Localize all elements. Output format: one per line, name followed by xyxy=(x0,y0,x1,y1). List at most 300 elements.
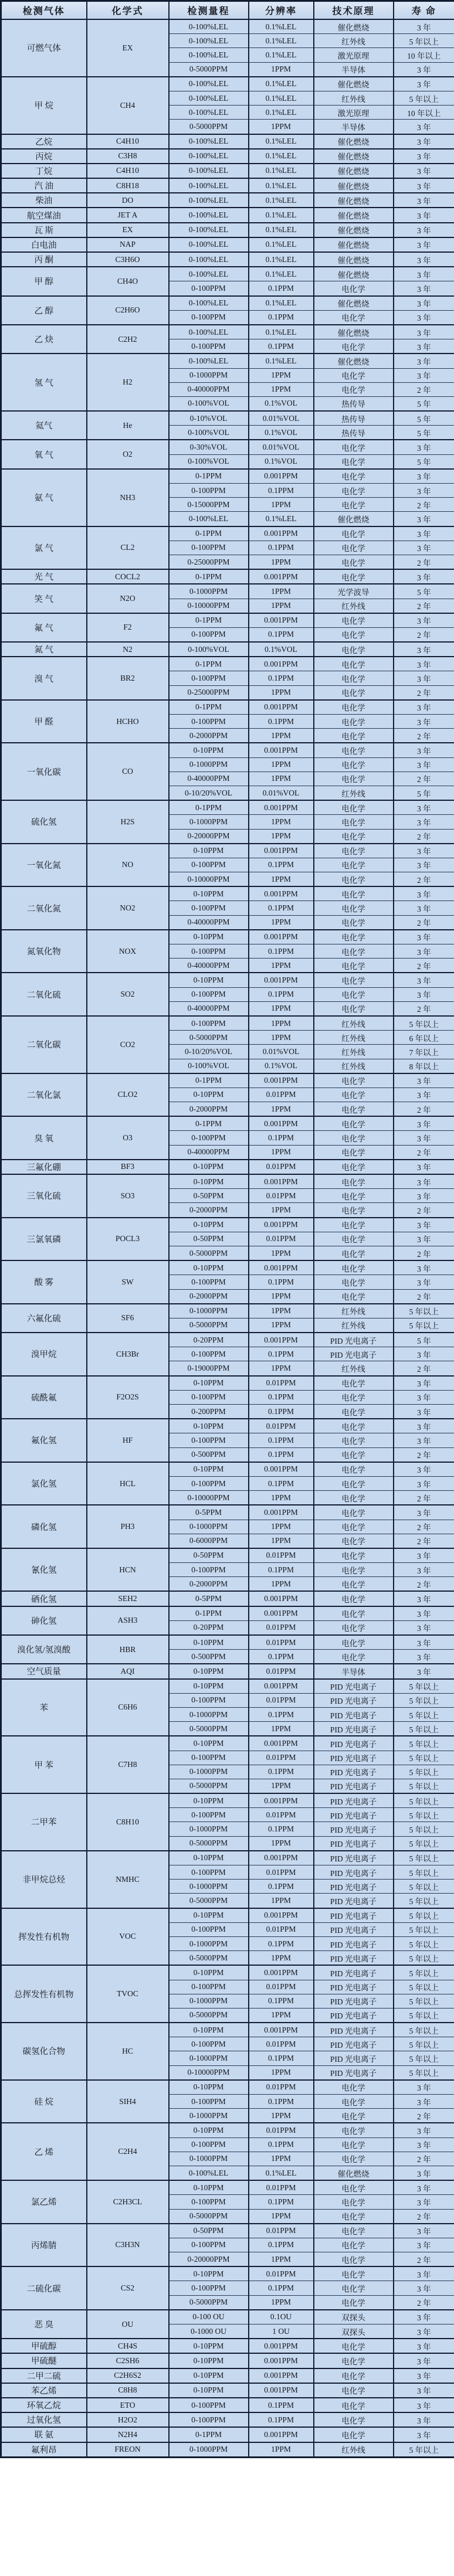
principle-cell: 电化学 xyxy=(314,772,394,786)
column-header: 技术原理 xyxy=(314,1,394,20)
gas-name-cell: 甲 醇 xyxy=(1,267,87,295)
range-cell: 0-100PPM xyxy=(169,1563,249,1577)
formula-cell: VOC xyxy=(87,1908,169,1966)
resolution-cell: 1PPM xyxy=(249,1534,314,1548)
resolution-cell: 1PPM xyxy=(249,1203,314,1218)
gas-name-cell: 氟化氢 xyxy=(1,1419,87,1462)
principle-cell: PID 光电离子 xyxy=(314,1951,394,1966)
principle-cell: 电化学 xyxy=(314,872,394,887)
life-cell: 3 年 xyxy=(394,469,454,484)
life-cell: 2 年 xyxy=(394,829,454,844)
range-cell: 0-50PPM xyxy=(169,1232,249,1246)
principle-cell: 电化学 xyxy=(314,454,394,469)
principle-cell: 催化燃烧 xyxy=(314,237,394,252)
principle-cell: 电化学 xyxy=(314,700,394,715)
principle-cell: 催化燃烧 xyxy=(314,325,394,339)
gas-name-cell: 氨 气 xyxy=(1,469,87,526)
range-cell: 0-1000PPM xyxy=(169,1880,249,1894)
range-cell: 0-10PPM xyxy=(169,1679,249,1694)
life-cell: 2 年 xyxy=(394,1203,454,1218)
gas-group-row xyxy=(1,296,454,311)
life-cell: 3 年 xyxy=(394,901,454,915)
principle-cell: 电化学 xyxy=(314,2427,394,2442)
resolution-cell: 0.01%VOL xyxy=(249,1045,314,1059)
principle-cell: 电化学 xyxy=(314,1433,394,1447)
range-cell: 0-30%VOL xyxy=(169,440,249,454)
life-cell: 3 年 xyxy=(394,844,454,858)
table-header xyxy=(1,1,454,20)
principle-cell: 双探头 xyxy=(314,2310,394,2324)
resolution-cell: 0.1OU xyxy=(249,2310,314,2324)
life-cell: 5 年以上 xyxy=(394,1693,454,1707)
resolution-cell: 0.01PPM xyxy=(249,2266,314,2281)
range-cell: 0-5000PPM xyxy=(169,1951,249,1966)
life-cell: 3 年 xyxy=(394,2195,454,2209)
gas-name-cell: 氢 气 xyxy=(1,354,87,411)
life-cell: 2 年 xyxy=(394,1289,454,1304)
principle-cell: 电化学 xyxy=(314,1088,394,1102)
resolution-cell: 0.01PPM xyxy=(249,2037,314,2051)
range-cell: 0-10%VOL xyxy=(169,411,249,426)
principle-cell: 电化学 xyxy=(314,1145,394,1160)
principle-cell: 催化燃烧 xyxy=(314,354,394,368)
principle-cell: PID 光电离子 xyxy=(314,2023,394,2037)
resolution-cell: 0.1PPM xyxy=(249,1822,314,1836)
principle-cell: 电化学 xyxy=(314,1246,394,1260)
formula-cell: NAP xyxy=(87,237,169,252)
gas-group-row xyxy=(1,886,454,901)
formula-cell: H2O2 xyxy=(87,2412,169,2427)
formula-cell: EX xyxy=(87,223,169,237)
resolution-cell: 0.1%LEL xyxy=(249,193,314,208)
gas-group-row xyxy=(1,2368,454,2383)
resolution-cell: 0.001PPM xyxy=(249,1908,314,1923)
principle-cell: 催化燃烧 xyxy=(314,164,394,178)
formula-cell: C2H4 xyxy=(87,2123,169,2180)
life-cell: 5 年以上 xyxy=(394,1951,454,1966)
life-cell: 2 年 xyxy=(394,1361,454,1376)
range-cell: 0-100PPM xyxy=(169,1751,249,1765)
resolution-cell: 0.1%LEL xyxy=(249,34,314,48)
life-cell: 3 年 xyxy=(394,310,454,325)
formula-cell: AQI xyxy=(87,1664,169,1678)
range-cell: 0-100PPM xyxy=(169,1131,249,1145)
principle-cell: 电化学 xyxy=(314,569,394,584)
range-cell: 0-100PPM xyxy=(169,1390,249,1404)
life-cell: 3 年 xyxy=(394,281,454,296)
formula-cell: C6H6 xyxy=(87,1679,169,1736)
resolution-cell: 0.1%LEL xyxy=(249,48,314,62)
gas-group-row xyxy=(1,134,454,149)
resolution-cell: 0.01PPM xyxy=(249,1189,314,1203)
life-cell: 5 年以上 xyxy=(394,1304,454,1318)
range-cell: 0-5PPM xyxy=(169,1505,249,1520)
formula-cell: DO xyxy=(87,193,169,208)
resolution-cell: 0.1PPM xyxy=(249,901,314,915)
resolution-cell: 0.01%VOL xyxy=(249,411,314,426)
life-cell: 2 年 xyxy=(394,1102,454,1117)
gas-name-cell: 硅 烷 xyxy=(1,2080,87,2123)
range-cell: 0-100PPM xyxy=(169,2195,249,2209)
life-cell: 3 年 xyxy=(394,642,454,657)
gas-name-cell: 丁烷 xyxy=(1,164,87,178)
life-cell: 3 年 xyxy=(394,1174,454,1189)
life-cell: 5 年以上 xyxy=(394,1707,454,1721)
range-cell: 0-1PPM xyxy=(169,1073,249,1088)
gas-group-row xyxy=(1,1116,454,1131)
range-cell: 0-100%LEL xyxy=(169,237,249,252)
resolution-cell: 0.1PPM xyxy=(249,1476,314,1490)
gas-group-row xyxy=(1,1679,454,1694)
life-cell: 2 年 xyxy=(394,915,454,930)
life-cell: 3 年 xyxy=(394,613,454,628)
range-cell: 0-1000PPM xyxy=(169,815,249,829)
gas-group-row xyxy=(1,178,454,193)
life-cell: 5 年以上 xyxy=(394,1016,454,1031)
resolution-cell: 1PPM xyxy=(249,1577,314,1592)
column-header: 寿 命 xyxy=(394,1,454,20)
life-cell: 5 年以上 xyxy=(394,1779,454,1793)
range-cell: 0-1PPM xyxy=(169,800,249,815)
life-cell: 2 年 xyxy=(394,1534,454,1548)
life-cell: 5 年 xyxy=(394,1333,454,1347)
resolution-cell: 1PPM xyxy=(249,368,314,382)
principle-cell: 催化燃烧 xyxy=(314,208,394,222)
gas-name-cell: 甲 醛 xyxy=(1,700,87,743)
life-cell: 7 年以上 xyxy=(394,1045,454,1059)
principle-cell: 电化学 xyxy=(314,310,394,325)
principle-cell: 电化学 xyxy=(314,1563,394,1577)
range-cell: 0-25000PPM xyxy=(169,685,249,700)
range-cell: 0-5000PPM xyxy=(169,1318,249,1333)
principle-cell: 热传导 xyxy=(314,396,394,411)
life-cell: 3 年 xyxy=(394,2427,454,2442)
life-cell: 3 年 xyxy=(394,1650,454,1664)
range-cell: 0-100%VOL xyxy=(169,426,249,440)
gas-group-row xyxy=(1,2442,454,2458)
gas-name-cell: 甲硫醚 xyxy=(1,2353,87,2368)
life-cell: 3 年 xyxy=(394,944,454,959)
formula-cell: N2O xyxy=(87,584,169,613)
formula-cell: C3H3N xyxy=(87,2224,169,2267)
range-cell: 0-40000PPM xyxy=(169,382,249,396)
gas-name-cell: 苯乙烯 xyxy=(1,2383,87,2398)
range-cell: 0-100PPM xyxy=(169,901,249,915)
resolution-cell: 0.1PPM xyxy=(249,1131,314,1145)
principle-cell: 电化学 xyxy=(314,757,394,772)
principle-cell: 电化学 xyxy=(314,526,394,541)
formula-cell: OU xyxy=(87,2310,169,2339)
resolution-cell: 1PPM xyxy=(249,2065,314,2080)
resolution-cell: 0.1PPM xyxy=(249,2137,314,2152)
formula-cell: O2 xyxy=(87,440,169,468)
life-cell: 3 年 xyxy=(394,1405,454,1419)
life-cell: 3 年 xyxy=(394,700,454,715)
principle-cell: 电化学 xyxy=(314,844,394,858)
formula-cell: SEH2 xyxy=(87,1591,169,1606)
resolution-cell: 0.1%LEL xyxy=(249,223,314,237)
resolution-cell: 1PPM xyxy=(249,2442,314,2458)
principle-cell: 电化学 xyxy=(314,1534,394,1548)
life-cell: 3 年 xyxy=(394,2324,454,2339)
formula-cell: SW xyxy=(87,1260,169,1304)
gas-name-cell: 二甲苯 xyxy=(1,1793,87,1851)
principle-cell: 电化学 xyxy=(314,657,394,671)
principle-cell: 催化燃烧 xyxy=(314,193,394,208)
gas-name-cell: 乙 炔 xyxy=(1,325,87,354)
formula-cell: F2 xyxy=(87,613,169,642)
formula-cell: C4H10 xyxy=(87,134,169,149)
principle-cell: 电化学 xyxy=(314,1131,394,1145)
range-cell: 0-40000PPM xyxy=(169,915,249,930)
life-cell: 3 年 xyxy=(394,2123,454,2137)
life-cell: 3 年 xyxy=(394,858,454,872)
gas-group-row xyxy=(1,252,454,267)
range-cell: 0-200PPM xyxy=(169,1405,249,1419)
resolution-cell: 1PPM xyxy=(249,62,314,77)
principle-cell: 电化学 xyxy=(314,1174,394,1189)
resolution-cell: 0.001PPM xyxy=(249,1073,314,1088)
resolution-cell: 0.001PPM xyxy=(249,1965,314,1980)
resolution-cell: 0.1PPM xyxy=(249,1650,314,1664)
gas-name-cell: 氟利昂 xyxy=(1,2442,87,2458)
resolution-cell: 1PPM xyxy=(249,1722,314,1736)
range-cell: 0-500PPM xyxy=(169,1447,249,1462)
principle-cell: 电化学 xyxy=(314,2412,394,2427)
resolution-cell: 0.001PPM xyxy=(249,973,314,987)
gas-name-cell: 氟 气 xyxy=(1,613,87,642)
gas-group-row xyxy=(1,223,454,237)
principle-cell: 热传导 xyxy=(314,426,394,440)
gas-group-row xyxy=(1,800,454,815)
life-cell: 3 年 xyxy=(394,2080,454,2095)
formula-cell: He xyxy=(87,411,169,440)
resolution-cell: 0.1%LEL xyxy=(249,178,314,193)
range-cell: 0-100%LEL xyxy=(169,34,249,48)
formula-cell: C3H8 xyxy=(87,149,169,164)
life-cell: 3 年 xyxy=(394,1390,454,1404)
range-cell: 0-20PPM xyxy=(169,1333,249,1347)
range-cell: 0-100PPM xyxy=(169,1275,249,1289)
resolution-cell: 0.1%LEL xyxy=(249,91,314,105)
gas-group-row xyxy=(1,2353,454,2368)
gas-group-row xyxy=(1,1965,454,1980)
formula-cell: NO xyxy=(87,844,169,887)
range-cell: 0-10PPM xyxy=(169,2383,249,2398)
principle-cell: 电化学 xyxy=(314,555,394,569)
principle-cell: 电化学 xyxy=(314,743,394,757)
principle-cell: PID 光电离子 xyxy=(314,1922,394,1936)
life-cell: 3 年 xyxy=(394,237,454,252)
range-cell: 0-1000PPM xyxy=(169,2109,249,2123)
resolution-cell: 0.1%LEL xyxy=(249,77,314,91)
principle-cell: 电化学 xyxy=(314,1116,394,1131)
range-cell: 0-1000PPM xyxy=(169,2051,249,2065)
gas-name-cell: 丙 酮 xyxy=(1,252,87,267)
gas-name-cell: 丙烷 xyxy=(1,149,87,164)
principle-cell: 电化学 xyxy=(314,1102,394,1117)
range-cell: 0-100%LEL xyxy=(169,193,249,208)
gas-name-cell: 乙 烯 xyxy=(1,2123,87,2180)
life-cell: 3 年 xyxy=(394,973,454,987)
life-cell: 3 年 xyxy=(394,1131,454,1145)
gas-name-cell: 硫酰氟 xyxy=(1,1376,87,1419)
formula-cell: NMHC xyxy=(87,1851,169,1908)
gas-group-row xyxy=(1,1304,454,1318)
formula-cell: C3H6O xyxy=(87,252,169,267)
range-cell: 0-5000PPM xyxy=(169,2295,249,2310)
range-cell: 0-100%LEL xyxy=(169,178,249,193)
range-cell: 0-100PPM xyxy=(169,1433,249,1447)
range-cell: 0-1PPM xyxy=(169,569,249,584)
gas-name-cell: 恶 臭 xyxy=(1,2310,87,2339)
life-cell: 5 年 xyxy=(394,411,454,426)
resolution-cell: 0.01PPM xyxy=(249,1664,314,1678)
life-cell: 5 年以上 xyxy=(394,2051,454,2065)
gas-name-cell: 氯 气 xyxy=(1,526,87,570)
resolution-cell: 0.01PPM xyxy=(249,1693,314,1707)
gas-name-cell: 二氧化硫 xyxy=(1,973,87,1016)
gas-group-row xyxy=(1,411,454,426)
life-cell: 3 年 xyxy=(394,1116,454,1131)
principle-cell: 红外线 xyxy=(314,1016,394,1031)
formula-cell: C2SH6 xyxy=(87,2353,169,2368)
life-cell: 3 年 xyxy=(394,1347,454,1361)
principle-cell: 红外线 xyxy=(314,2442,394,2458)
range-cell: 0-5000PPM xyxy=(169,62,249,77)
principle-cell: 红外线 xyxy=(314,1318,394,1333)
principle-cell: 电化学 xyxy=(314,2238,394,2252)
principle-cell: 红外线 xyxy=(314,34,394,48)
range-cell: 0-100PPM xyxy=(169,944,249,959)
life-cell: 5 年以上 xyxy=(394,1894,454,1908)
formula-cell: TVOC xyxy=(87,1965,169,2023)
life-cell: 3 年 xyxy=(394,1160,454,1174)
life-cell: 5 年以上 xyxy=(394,1808,454,1822)
gas-group-row xyxy=(1,2339,454,2353)
range-cell: 0-19000PPM xyxy=(169,1361,249,1376)
gas-group-row xyxy=(1,700,454,715)
principle-cell: 催化燃烧 xyxy=(314,149,394,164)
gas-group-row xyxy=(1,1376,454,1391)
principle-cell: 电化学 xyxy=(314,339,394,354)
gas-group-row xyxy=(1,743,454,757)
formula-cell: CH3Br xyxy=(87,1333,169,1376)
gas-name-cell: 二氧化氮 xyxy=(1,886,87,930)
life-cell: 3 年 xyxy=(394,2412,454,2427)
resolution-cell: 0.1PPM xyxy=(249,1405,314,1419)
resolution-cell: 1PPM xyxy=(249,1779,314,1793)
life-cell: 3 年 xyxy=(394,339,454,354)
range-cell: 0-100PPM xyxy=(169,2412,249,2427)
formula-cell: CS2 xyxy=(87,2266,169,2310)
range-cell: 0-1PPM xyxy=(169,526,249,541)
principle-cell: 催化燃烧 xyxy=(314,296,394,311)
principle-cell: 红外线 xyxy=(314,599,394,613)
life-cell: 2 年 xyxy=(394,2252,454,2267)
formula-cell: SO3 xyxy=(87,1174,169,1218)
life-cell: 3 年 xyxy=(394,208,454,222)
range-cell: 0-10PPM xyxy=(169,1664,249,1678)
range-cell: 0-100PPM xyxy=(169,2281,249,2295)
range-cell: 0-10PPM xyxy=(169,1260,249,1275)
range-cell: 0-100%LEL xyxy=(169,296,249,311)
life-cell: 3 年 xyxy=(394,2238,454,2252)
life-cell: 3 年 xyxy=(394,1548,454,1563)
resolution-cell: 0.001PPM xyxy=(249,613,314,628)
principle-cell: PID 光电离子 xyxy=(314,1836,394,1851)
gas-group-row xyxy=(1,1260,454,1275)
principle-cell: 电化学 xyxy=(314,901,394,915)
range-cell: 0-2000PPM xyxy=(169,1203,249,1218)
gas-group-row xyxy=(1,1333,454,1347)
principle-cell: 催化燃烧 xyxy=(314,267,394,281)
life-cell: 5 年 xyxy=(394,584,454,599)
resolution-cell: 0.01%VOL xyxy=(249,440,314,454)
resolution-cell: 0.01PPM xyxy=(249,2080,314,2095)
principle-cell: 激光原理 xyxy=(314,48,394,62)
gas-name-cell: 硒化氢 xyxy=(1,1591,87,1606)
principle-cell: 电化学 xyxy=(314,800,394,815)
life-cell: 2 年 xyxy=(394,1577,454,1592)
principle-cell: 红外线 xyxy=(314,1045,394,1059)
gas-group-row xyxy=(1,642,454,657)
gas-name-cell: 可燃气体 xyxy=(1,19,87,77)
principle-cell: 电化学 xyxy=(314,2281,394,2295)
resolution-cell: 1PPM xyxy=(249,829,314,844)
gas-group-row xyxy=(1,2180,454,2195)
range-cell: 0-10PPM xyxy=(169,1174,249,1189)
life-cell: 3 年 xyxy=(394,1433,454,1447)
principle-cell: PID 光电离子 xyxy=(314,2008,394,2023)
life-cell: 3 年 xyxy=(394,325,454,339)
principle-cell: 电化学 xyxy=(314,1577,394,1592)
gas-group-row xyxy=(1,2383,454,2398)
principle-cell: 电化学 xyxy=(314,2398,394,2412)
resolution-cell: 0.01PPM xyxy=(249,1088,314,1102)
life-cell: 3 年 xyxy=(394,1419,454,1433)
principle-cell: 电化学 xyxy=(314,685,394,700)
gas-name-cell: 乙烷 xyxy=(1,134,87,149)
principle-cell: 电化学 xyxy=(314,1419,394,1433)
range-cell: 0-10PPM xyxy=(169,2080,249,2095)
life-cell: 3 年 xyxy=(394,1260,454,1275)
formula-cell: C8H18 xyxy=(87,178,169,193)
life-cell: 3 年 xyxy=(394,1606,454,1621)
resolution-cell: 0.1%VOL xyxy=(249,396,314,411)
life-cell: 5 年以上 xyxy=(394,1793,454,1808)
life-cell: 2 年 xyxy=(394,498,454,512)
life-cell: 3 年 xyxy=(394,1476,454,1490)
life-cell: 3 年 xyxy=(394,671,454,685)
gas-name-cell: 磷化氢 xyxy=(1,1505,87,1548)
principle-cell: 电化学 xyxy=(314,1548,394,1563)
gas-name-cell: 三氟化硼 xyxy=(1,1160,87,1174)
gas-group-row xyxy=(1,1664,454,1678)
principle-cell: 电化学 xyxy=(314,930,394,944)
principle-cell: 电化学 xyxy=(314,915,394,930)
range-cell: 0-2000PPM xyxy=(169,1102,249,1117)
life-cell: 5 年以上 xyxy=(394,1865,454,1880)
gas-name-cell: 非甲烷总烃 xyxy=(1,1851,87,1908)
range-cell: 0-100%VOL xyxy=(169,454,249,469)
resolution-cell: 0.001PPM xyxy=(249,800,314,815)
range-cell: 0-100PPM xyxy=(169,1016,249,1031)
principle-cell: 电化学 xyxy=(314,2137,394,2152)
resolution-cell: 0.1PPM xyxy=(249,1347,314,1361)
principle-cell: 半导体 xyxy=(314,120,394,134)
life-cell: 3 年 xyxy=(394,886,454,901)
